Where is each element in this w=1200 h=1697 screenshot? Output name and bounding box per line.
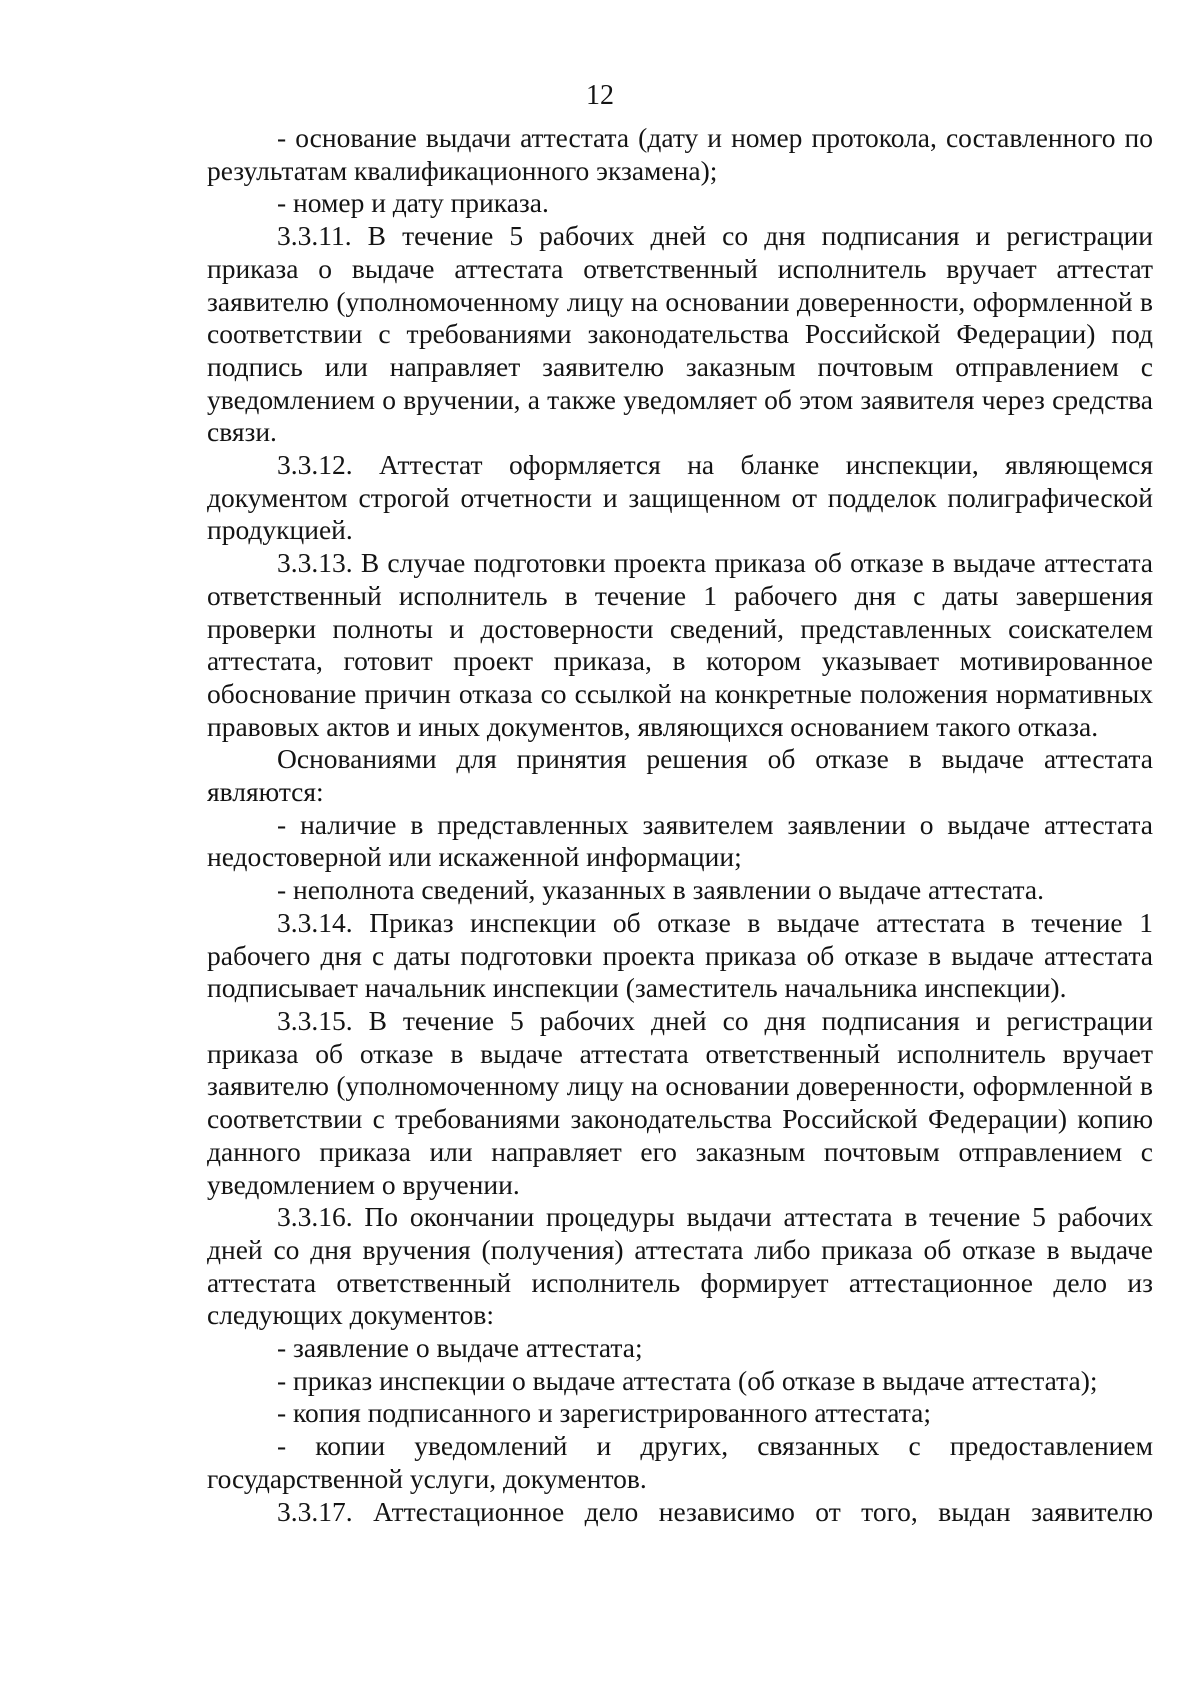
list-item-certificate-copy: - копия подписанного и зарегистрированного аттестата;	[277, 1397, 931, 1429]
paragraph-refusal-grounds: Основаниями для принятия решения об отказе в выдаче аттестата являются:	[207, 743, 1153, 808]
document-body	[207, 122, 1153, 1528]
list-item-application: - заявление о выдаче аттестата;	[277, 1332, 643, 1364]
list-item-notifications: - копии уведомлений и других, связанных с предоставлением государственной услуги, документов.	[207, 1430, 1153, 1494]
paragraph-3-3-15: 3.3.15. В течение 5 рабочих дней со дня подписания и регистрации приказа об отказе в выдаче аттестата ответственный исполнитель вручает заявителю (уполномоченному лицу на основании доверенности, оформленной в соответствии с требованиями законодательства Российской Федерации) копию данного приказа или направляет его заказным почтовым отправлением с уведомлением о вручении.	[207, 1004, 1153, 1200]
paragraph-basis: - основание выдачи аттестата (дату и номер протокола, составленного по результатам квалификационного экзамена);	[207, 122, 1153, 186]
paragraph-ground-false-info: - наличие в представленных заявителем заявлении о выдаче аттестата недостоверной или искаженной информации;	[207, 808, 1153, 873]
paragraph-order-number: - номер и дату приказа.	[277, 187, 549, 219]
paragraph-3-3-12: 3.3.12. Аттестат оформляется на бланке инспекции, являющемся документом строгой отчетности и защищенном от подделок полиграфической продукцией.	[207, 449, 1153, 546]
paragraph-ground-incomplete: - неполнота сведений, указанных в заявлении о выдаче аттестата.	[277, 874, 1044, 906]
paragraph-3-3-14: 3.3.14. Приказ инспекции об отказе в выдаче аттестата в течение 1 рабочего дня с даты подготовки проекта приказа об отказе в выдаче аттестата подписывает начальник инспекции (заместитель начальника инспекции).	[207, 906, 1153, 1004]
paragraph-3-3-17: 3.3.17. Аттестационное дело независимо от того, выдан заявителю	[277, 1495, 1153, 1527]
paragraph-3-3-13: 3.3.13. В случае подготовки проекта приказа об отказе в выдаче аттестата ответственный исполнитель в течение 1 рабочего дня с даты завершения проверки полноты и достоверности сведений, представленных соискателем аттестата, готовит проект приказа, в котором указывает мотивированное обоснование причин отказа со ссылкой на конкретные положения нормативных правовых актов и иных документов, являющихся основанием такого отказа.	[207, 547, 1153, 742]
paragraph-3-3-16: 3.3.16. По окончании процедуры выдачи аттестата в течение 5 рабочих дней со дня вручения (получения) аттестата либо приказа об отказе в выдаче аттестата ответственный исполнитель формирует аттестационное дело из следующих документов:	[207, 1201, 1153, 1331]
list-item-order: - приказ инспекции о выдаче аттестата (об отказе в выдаче аттестата);	[277, 1364, 1098, 1396]
page-number: 12	[586, 80, 614, 111]
paragraph-3-3-11: 3.3.11. В течение 5 рабочих дней со дня подписания и регистрации приказа о выдаче аттестата ответственный исполнитель вручает аттестат заявителю (уполномоченному лицу на основании доверенности, оформленной в соответствии с требованиями законодательства Российской Федерации) под подпись или направляет заявителю заказным почтовым отправлением с уведомлением о вручении, а также уведомляет об этом заявителя через средства связи.	[207, 220, 1153, 448]
